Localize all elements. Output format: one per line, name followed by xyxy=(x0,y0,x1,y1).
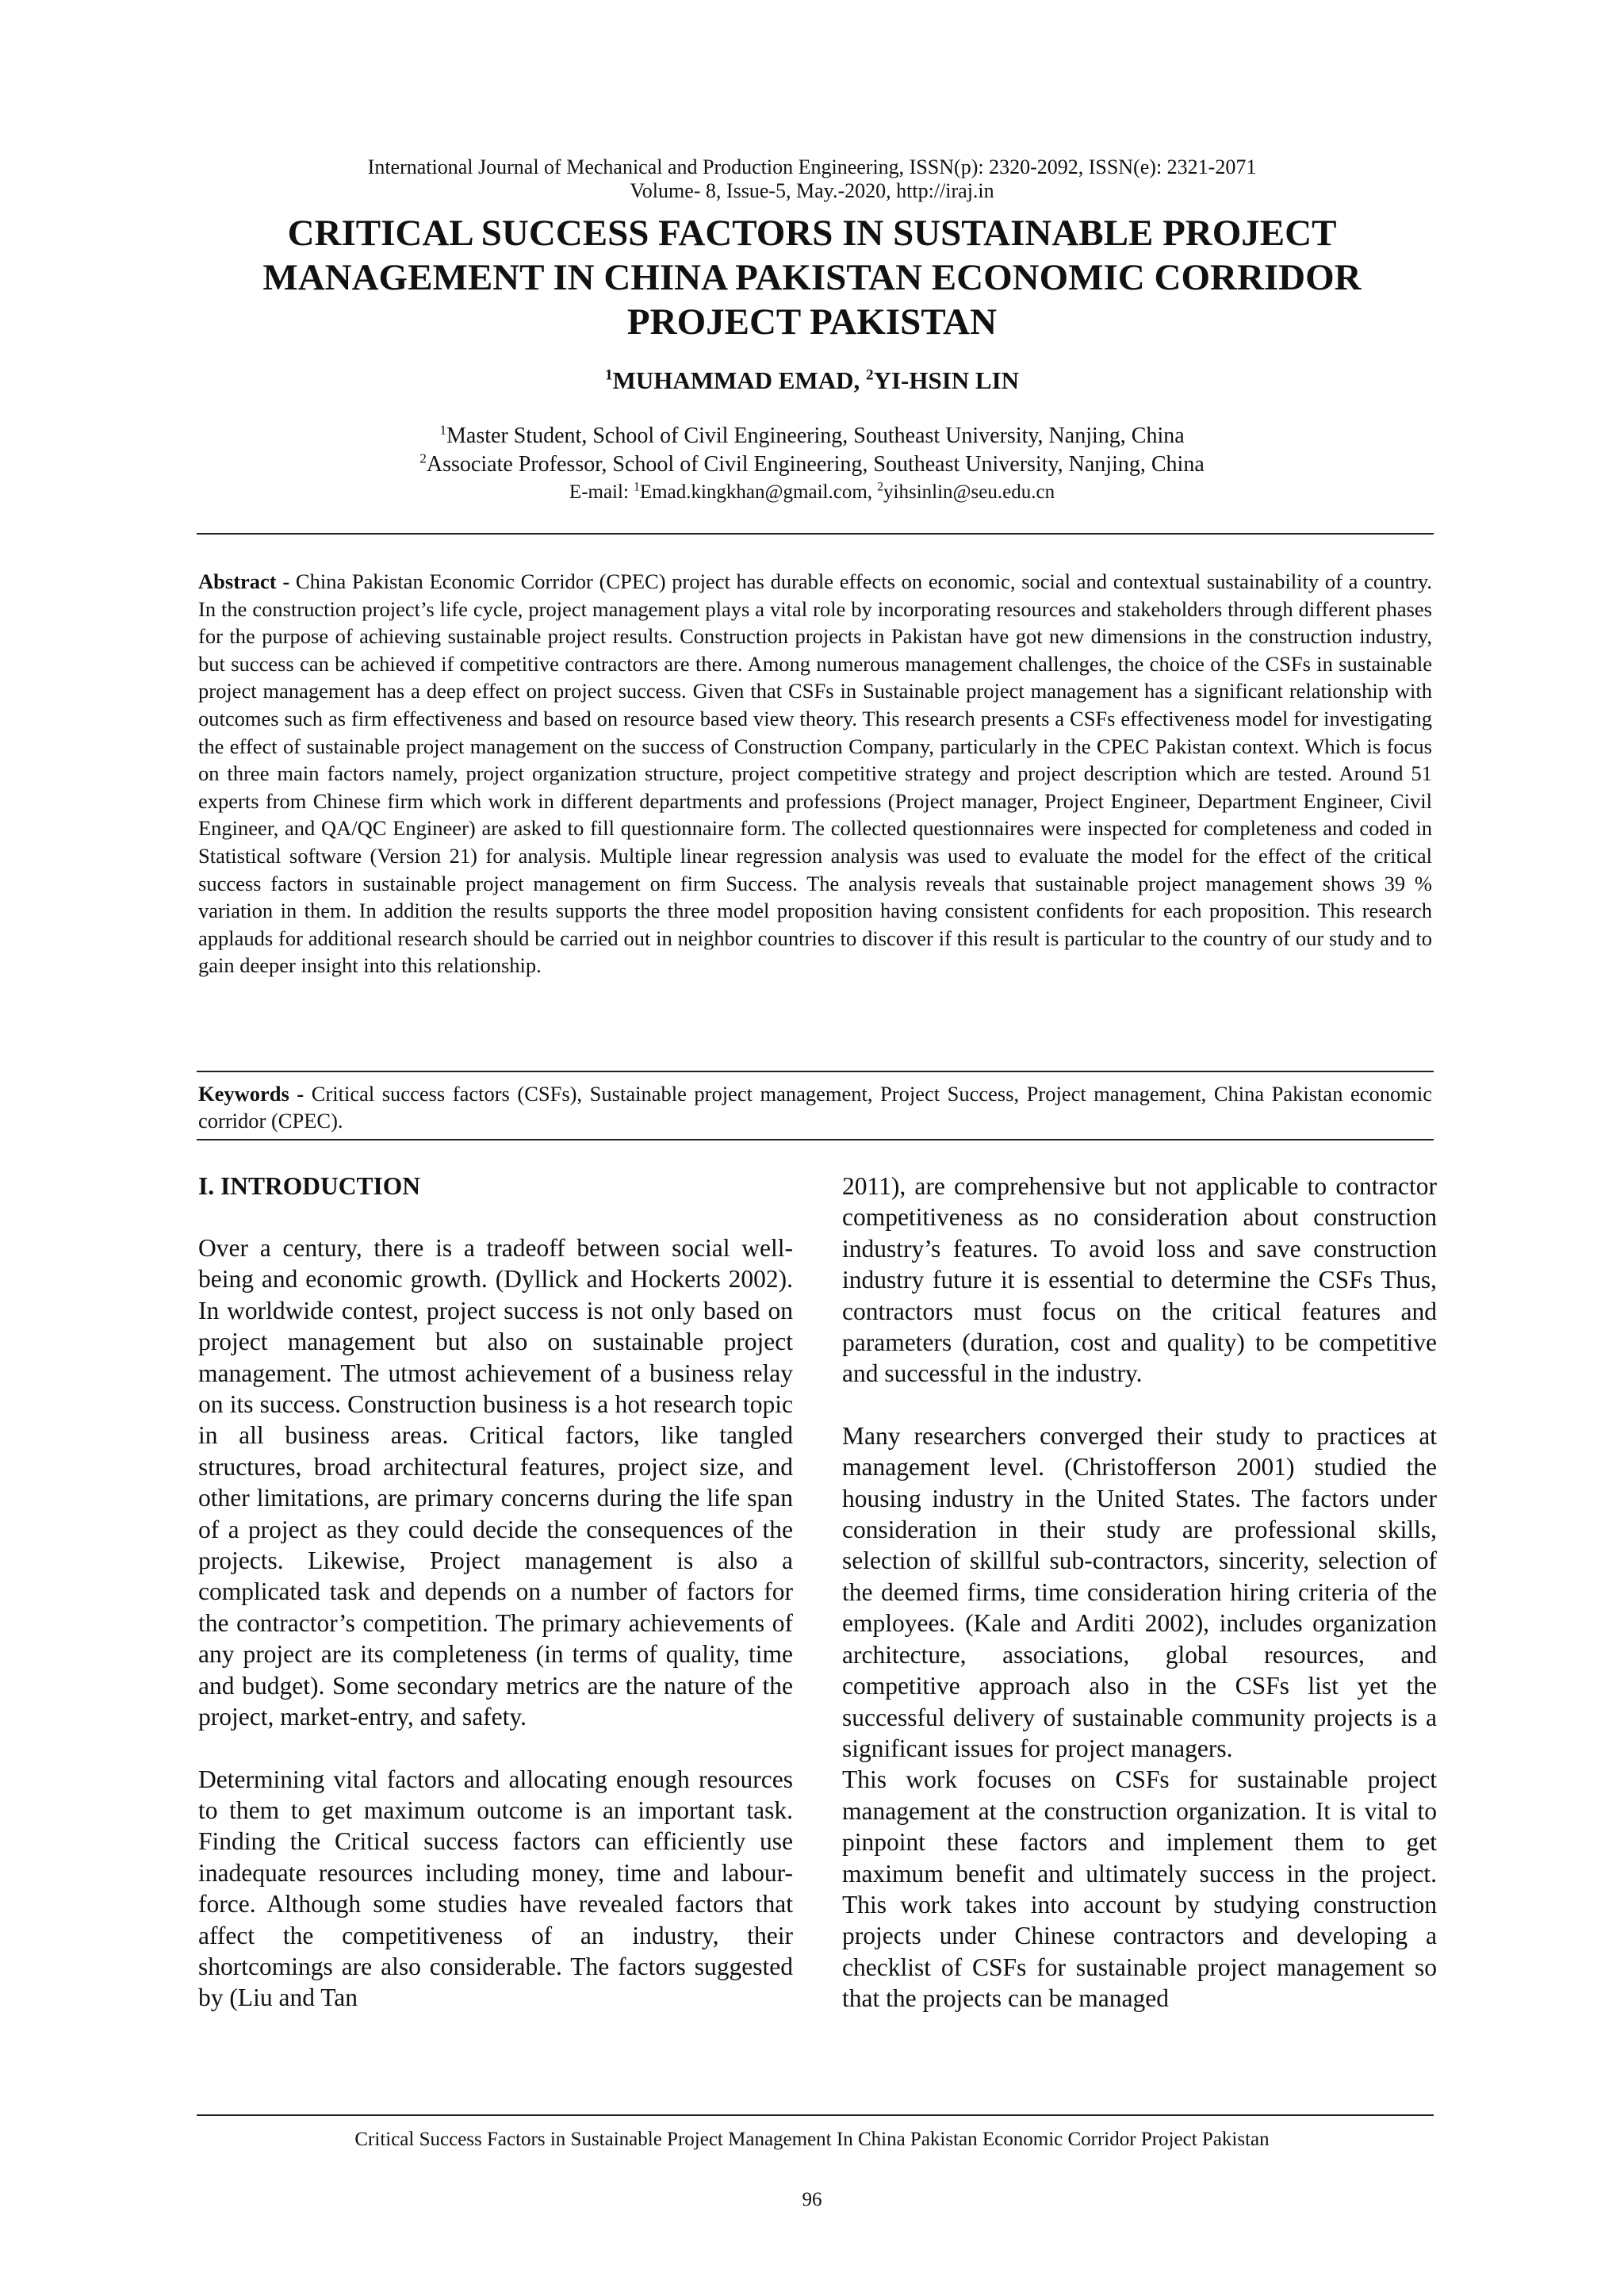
affiliation-1-superscript: 1 xyxy=(439,422,447,438)
journal-volume: Volume- 8, Issue-5, May.-2020, http://iraj.in xyxy=(630,179,994,202)
keywords-text: Critical success factors (CSFs), Sustainable project management, Project Success, Project management, China Pakistan economic corridor (CPEC). xyxy=(198,1082,1432,1133)
left-column xyxy=(198,1171,793,2014)
keywords xyxy=(198,1080,1432,1134)
author-line xyxy=(198,365,1426,397)
author-1-superscript: 1 xyxy=(604,366,613,384)
paragraph: 2011), are comprehensive but not applicable to contractor competitiveness as no consideration about construction industry’s features. To avoid loss and save construction industry future it is essential to determine the CSFs Thus, contractors must focus on the critical features and parameters (duration, cost and quality) to be competitive and successful in the industry. xyxy=(842,1172,1437,1388)
paragraph: Over a century, there is a tradeoff between social well-being and economic growth. (Dyllick and Hockerts 2002). In worldwide contest, project success is not only based on project management but also on sustainable project management. The utmost achievement of a business relay on its success. Construction business is a hot research topic in all business areas. Critical factors, like tangled structures, broad architectural features, project size, and other limitations, are primary concerns during the life span of a project as they could decide the consequences of the projects. Likewise, Project management is also a complicated task and depends on a number of factors for the contractor’s competition. The primary achievements of any project are its completeness (in terms of quality, time and budget). Some secondary metrics are the nature of the project, market-entry, and safety. xyxy=(198,1234,793,1731)
email-2: yihsinlin@seu.edu.cn xyxy=(883,481,1055,503)
abstract-label: Abstract - xyxy=(198,569,290,593)
right-column xyxy=(842,1171,1437,2014)
journal-citation: International Journal of Mechanical and Production Engineering, ISSN(p): 2320-2092, ISSN(e): 2321-2071 xyxy=(367,155,1257,178)
author-2-superscript: 2 xyxy=(865,366,874,384)
divider-abstract xyxy=(197,1071,1434,1072)
author-2-name: YI-HSIN LIN xyxy=(873,366,1020,394)
email-label: E-mail: xyxy=(569,481,629,503)
divider-footer xyxy=(197,2114,1434,2116)
email-2-superscript: 2 xyxy=(877,480,884,494)
affiliations xyxy=(198,422,1426,506)
paragraph: Determining vital factors and allocating enough resources to them to get maximum outcome is an important task. Finding the Critical success factors can efficiently use inadequate resources including money, time and labour-force. Although some studies have revealed factors that affect the competitiveness of an industry, their shortcomings are also considerable. The factors suggested by (Liu and Tan xyxy=(198,1765,793,2012)
affiliation-2-text: Associate Professor, School of Civil Engineering, Southeast University, Nanjing, China xyxy=(426,452,1205,477)
author-1-name: MUHAMMAD EMAD, xyxy=(612,366,860,394)
email-1: Emad.kingkhan@gmail.com, xyxy=(639,481,873,503)
paragraph: This work focuses on CSFs for sustainable project management at the construction organization. It is vital to pinpoint these factors and implement them to get maximum benefit and ultimately success in the project. This work takes into account by studying construction projects under Chinese contractors and developing a checklist of CSFs for sustainable project management so that the projects can be managed xyxy=(842,1765,1437,2013)
divider-keywords xyxy=(197,1139,1434,1140)
journal-header xyxy=(198,155,1426,203)
affiliation-2-superscript: 2 xyxy=(419,450,427,466)
section-heading: I. INTRODUCTION xyxy=(198,1172,421,1200)
affiliation-1 xyxy=(198,422,1426,450)
abstract-text: China Pakistan Economic Corridor (CPEC) project has durable effects on economic, social and contextual sustainability of a country. In the construction project’s life cycle, project management plays a vital role by incorporating resources and stakeholders through different phases for the purpose of achieving sustainable project results. Construction projects in Pakistan have got new dimensions in the construction industry, but success can be achieved if competitive contractors are there. Among numerous management challenges, the choice of the CSFs in sustainable project management has a deep effect on project success. Given that CSFs in Sustainable project management has a significant relationship with outcomes such as firm effectiveness and based on resource based view theory. This research presents a CSFs effectiveness model for investigating the effect of sustainable project management on the success of Construction Company, particularly in the CPEC Pakistan context. Which is focus on three main factors namely, project organization structure, project competitive strategy and project description which are tested. Around 51 experts from Chinese firm which work in different departments and professions (Project manager, Project Engineer, Department Engineer, Civil Engineer, and QA/QC Engineer) are asked to fill questionnaire form. The collected questionnaires were inspected for completeness and coded in Statistical software (Version 21) for analysis. Multiple linear regression analysis was used to evaluate the model for the effect of the critical success factors in sustainable project management on firm Success. The analysis reveals that sustainable project management shows 39 % variation in them. In addition the results supports the three model proposition having consistent confidents for each proposition. This research applauds for additional research should be carried out in neighbor countries to discover if this result is particular to the country of our study and to gain deeper insight into this relationship. xyxy=(198,569,1433,978)
abstract xyxy=(198,568,1432,979)
divider-top xyxy=(197,533,1434,535)
running-footer: Critical Success Factors in Sustainable Project Management In China Pakistan Economic Corridor Project Pakistan xyxy=(354,2129,1270,2150)
paper-title: CRITICAL SUCCESS FACTORS IN SUSTAINABLE PROJECT MANAGEMENT IN CHINA PAKISTAN ECONOMIC CORRIDOR PROJECT PAKISTAN xyxy=(262,213,1362,343)
email-1-superscript: 1 xyxy=(634,480,640,494)
paragraph: Many researchers converged their study to practices at management level. (Christofferson 2001) studied the housing industry in the United States. The factors under consideration in their study are professional skills, selection of skillful sub-contractors, sincerity, selection of the deemed firms, time consideration hiring criteria of the employees. (Kale and Arditi 2002), includes organization architecture, associations, global resources, and competitive approach also in the CSFs list yet the successful delivery of sustainable community projects is a significant issues for project managers. xyxy=(842,1421,1437,1762)
page-number: 96 xyxy=(802,2189,822,2210)
email-line xyxy=(198,479,1426,506)
keywords-label: Keywords - xyxy=(198,1082,304,1106)
affiliation-1-text: Master Student, School of Civil Engineering, Southeast University, Nanjing, China xyxy=(446,424,1185,448)
affiliation-2 xyxy=(198,450,1426,479)
